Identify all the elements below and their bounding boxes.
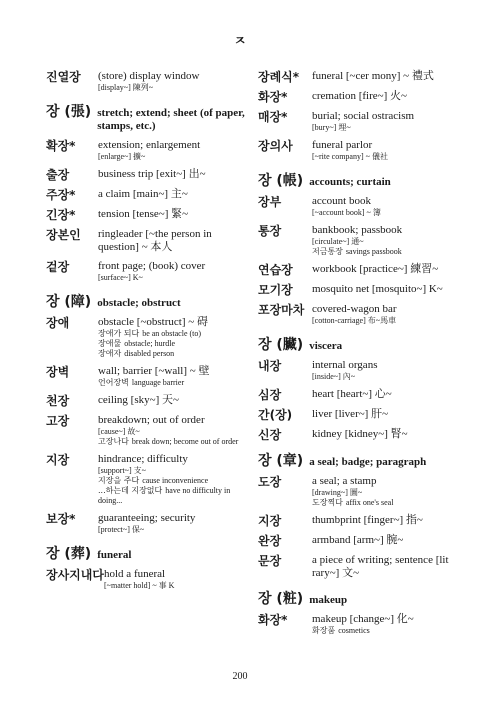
dictionary-entry	[258, 428, 458, 442]
entry-body	[312, 90, 458, 103]
entry-etymology: [bury~] 埋~	[312, 123, 351, 132]
entry-etymology: [inside~] 內~	[312, 372, 356, 381]
dictionary-entry	[258, 554, 458, 580]
dictionary-entry	[46, 568, 246, 591]
entry-headword: 장사지내다	[46, 568, 104, 582]
sub-entry	[98, 349, 246, 359]
entry-etymology: [cause~] 故~	[98, 427, 140, 436]
entry-headword: 진열장	[46, 70, 81, 84]
entry-body	[98, 414, 246, 447]
dictionary-entry	[258, 388, 458, 402]
entry-definition: cremation [fire~] 火~	[312, 90, 407, 102]
entry-body	[98, 512, 246, 535]
group-header	[46, 547, 246, 562]
sub-entry	[98, 378, 246, 388]
dictionary-entry	[258, 224, 458, 257]
entry-body	[98, 260, 246, 283]
entry-body	[312, 408, 458, 421]
dictionary-entry	[46, 453, 246, 506]
group-header	[258, 174, 458, 189]
entry-body	[312, 110, 458, 133]
entry-headword: 문장	[258, 554, 282, 568]
group-headword: 장 (帳)	[258, 173, 304, 189]
sub-entry-gloss: cause inconvenience	[142, 476, 209, 485]
dictionary-entry	[258, 110, 458, 133]
sub-entry-korean: 고장나다	[98, 437, 129, 446]
dictionary-entry	[258, 475, 458, 508]
sub-entry-gloss: be an obstacle (to)	[142, 329, 202, 338]
entry-definition: internal organs	[312, 359, 378, 371]
entry-headword: 장의사	[258, 139, 293, 153]
group-gloss: funeral	[97, 549, 132, 561]
dictionary-entry	[258, 613, 458, 636]
entry-body	[312, 195, 458, 218]
entry-etymology: [drawing~] 圖~	[312, 488, 363, 497]
entry-headword: 매장*	[258, 110, 288, 124]
sub-entry	[98, 329, 246, 339]
entry-definition: extension; enlargement	[98, 139, 201, 151]
entry-body	[98, 394, 246, 407]
dictionary-entry	[258, 263, 458, 277]
group-gloss: obstacle; obstruct	[97, 297, 181, 309]
sub-entry-korean: 장애가 되다	[98, 329, 140, 338]
dictionary-entry	[258, 70, 458, 84]
dictionary-entry	[46, 316, 246, 359]
entry-body	[104, 568, 246, 591]
left-column	[46, 70, 246, 597]
entry-body	[312, 224, 458, 257]
entry-body	[98, 139, 246, 162]
entry-definition: breakdown; out of order	[98, 414, 205, 426]
entry-headword: 포장마차	[258, 303, 305, 317]
entry-body	[98, 208, 246, 221]
entry-body	[312, 554, 458, 580]
entry-etymology: [support~] 支~	[98, 466, 146, 475]
entry-definition: burial; social ostracism	[312, 110, 415, 122]
entry-etymology: [surface~] K~	[98, 273, 143, 282]
entry-headword: 화장*	[258, 613, 288, 627]
entry-etymology: [~account book] ~ 簿	[312, 208, 381, 217]
entry-headword: 장부	[258, 195, 282, 209]
dictionary-entry	[46, 512, 246, 535]
page-number: 200	[232, 671, 248, 682]
dictionary-entry	[46, 394, 246, 408]
entry-headword: 확장*	[46, 139, 76, 153]
section-letter: ㅈ	[233, 34, 247, 49]
sub-entry	[98, 486, 246, 506]
entry-body	[98, 453, 246, 506]
entry-body	[98, 188, 246, 201]
entry-headword: 고장	[46, 414, 70, 428]
entry-headword: 겉장	[46, 260, 70, 274]
entry-headword: 장벽	[46, 365, 70, 379]
entry-body	[312, 263, 458, 276]
entry-definition: a piece of writing; sentence [lit rary~] 文~	[312, 554, 449, 579]
entry-etymology: [~matter hold] ~ 事 K	[104, 581, 175, 590]
entry-definition: armband [arm~] 腕~	[312, 534, 404, 546]
sub-entry-gloss: savings passbook	[345, 247, 402, 256]
group-header	[258, 592, 458, 607]
sub-entry-gloss: cosmetics	[338, 626, 370, 635]
group-gloss: viscera	[309, 340, 343, 352]
entry-definition: funeral [~cer mony] ~ 禮式	[312, 70, 434, 82]
dictionary-entry	[46, 365, 246, 388]
entry-body	[312, 534, 458, 547]
sub-entry-korean: 화장품	[312, 626, 336, 635]
entry-headword: 내장	[258, 359, 282, 373]
entry-headword: 장본인	[46, 228, 81, 242]
dictionary-entry	[258, 139, 458, 162]
entry-definition: workbook [practice~] 練習~	[312, 263, 439, 275]
entry-body	[312, 70, 458, 83]
entry-headword: 모기장	[258, 283, 293, 297]
dictionary-entry	[258, 195, 458, 218]
dictionary-entry	[46, 70, 246, 93]
entry-body	[312, 514, 458, 527]
entry-headword: 보장*	[46, 512, 76, 526]
dictionary-entry	[258, 359, 458, 382]
entry-definition: (store) display window	[98, 70, 200, 82]
dictionary-entry	[258, 283, 458, 297]
entry-body	[98, 365, 246, 388]
group-header	[46, 105, 246, 133]
entry-definition: hindrance; difficulty	[98, 453, 188, 465]
dictionary-entry	[258, 90, 458, 104]
entry-headword: 간(장)	[258, 408, 293, 422]
dictionary-entry	[258, 303, 458, 326]
group-headword: 장 (障)	[46, 294, 92, 310]
group-header	[258, 338, 458, 353]
right-column	[258, 70, 458, 642]
entry-body	[312, 613, 458, 636]
sub-entry-korean: 도장찍다	[312, 498, 343, 507]
group-gloss: a seal; badge; paragraph	[309, 456, 427, 468]
dictionary-entry	[46, 168, 246, 182]
sub-entry-korean: 언어장벽	[98, 378, 129, 387]
group-headword: 장 (葬)	[46, 546, 92, 562]
entry-etymology: [protect~] 保~	[98, 525, 145, 534]
entry-headword: 장애	[46, 316, 70, 330]
entry-definition: mosquito net [mosquito~] K~	[312, 283, 443, 295]
group-headword: 장 (臟)	[258, 337, 304, 353]
dictionary-entry	[46, 228, 246, 254]
entry-definition: a claim [main~] 主~	[98, 188, 188, 200]
entry-body	[312, 359, 458, 382]
dictionary-entry	[258, 408, 458, 422]
entry-definition: a seal; a stamp	[312, 475, 377, 487]
entry-headword: 도장	[258, 475, 282, 489]
sub-entry	[98, 476, 246, 486]
dictionary-entry	[46, 188, 246, 202]
entry-body	[312, 139, 458, 162]
group-gloss: accounts; curtain	[309, 176, 391, 188]
entry-definition: covered-wagon bar	[312, 303, 397, 315]
entry-definition: hold a funeral	[104, 568, 166, 580]
entry-definition: ceiling [sky~] 天~	[98, 394, 179, 406]
sub-entry-gloss: obstacle; hurdle	[124, 339, 176, 348]
entry-definition: guaranteeing; security	[98, 512, 196, 524]
entry-headword: 장례식*	[258, 70, 300, 84]
group-headword: 장 (章)	[258, 453, 304, 469]
entry-headword: 천장	[46, 394, 70, 408]
entry-body	[98, 168, 246, 181]
entry-definition: thumbprint [finger~] 指~	[312, 514, 423, 526]
entry-definition: kidney [kidney~] 腎~	[312, 428, 408, 440]
entry-definition: account book	[312, 195, 371, 207]
sub-entry	[312, 247, 458, 257]
sub-entry	[312, 498, 458, 508]
entry-etymology: [cotton-carriage] 布~馬車	[312, 316, 397, 325]
entry-headword: 지장	[258, 514, 282, 528]
sub-entry	[98, 339, 246, 349]
entry-headword: 화장*	[258, 90, 288, 104]
sub-entry-gloss: disabled person	[124, 349, 175, 358]
group-gloss: stretch; extend; sheet (of paper, stamps, etc.)	[97, 107, 245, 132]
entry-definition: makeup [change~] 化~	[312, 613, 414, 625]
dictionary-entry	[46, 139, 246, 162]
entry-headword: 심장	[258, 388, 282, 402]
group-headword: 장 (粧)	[258, 591, 304, 607]
entry-definition: liver [liver~] 肝~	[312, 408, 389, 420]
entry-body	[312, 428, 458, 441]
entry-definition: business trip [exit~] 出~	[98, 168, 206, 180]
dictionary-entry	[46, 260, 246, 283]
entry-definition: funeral parlor	[312, 139, 373, 151]
sub-entry	[98, 437, 246, 447]
entry-etymology: [circulate~] 通~	[312, 237, 364, 246]
group-header	[46, 295, 246, 310]
entry-definition: ringleader [~the person in question] ~ 本人	[98, 228, 212, 253]
group-headword: 장 (張)	[46, 104, 92, 120]
entry-body	[312, 303, 458, 326]
entry-definition: tension [tense~] 緊~	[98, 208, 189, 220]
sub-entry-korean: 장애물	[98, 339, 122, 348]
sub-entry-gloss: have no difficulty in doing...	[98, 486, 231, 505]
sub-entry-korean: 저금통장	[312, 247, 343, 256]
entry-body	[98, 70, 246, 93]
entry-headword: 지장	[46, 453, 70, 467]
dictionary-entry	[258, 534, 458, 548]
group-gloss: makeup	[309, 594, 348, 606]
entry-body	[98, 316, 246, 359]
sub-entry-gloss: affix one's seal	[345, 498, 394, 507]
entry-body	[312, 475, 458, 508]
entry-headword: 긴장*	[46, 208, 76, 222]
entry-definition: heart [heart~] 心~	[312, 388, 392, 400]
dictionary-entry	[46, 414, 246, 447]
entry-etymology: [~rite company] ~ 儀社	[312, 152, 388, 161]
sub-entry-gloss: language barrier	[131, 378, 185, 387]
entry-headword: 완장	[258, 534, 282, 548]
entry-headword: 주장*	[46, 188, 76, 202]
dictionary-entry	[46, 208, 246, 222]
entry-etymology: [enlarge~] 擴~	[98, 152, 146, 161]
sub-entry-korean: 지장을 주다	[98, 476, 140, 485]
group-header	[258, 454, 458, 469]
sub-entry	[312, 626, 458, 636]
sub-entry-korean: 장애자	[98, 349, 122, 358]
dictionary-entry	[258, 514, 458, 528]
entry-headword: 출장	[46, 168, 70, 182]
entry-body	[98, 228, 246, 254]
sub-entry-korean: ...하는데 지장없다	[98, 486, 163, 495]
entry-etymology: [display~] 陳列~	[98, 83, 154, 92]
entry-headword: 신장	[258, 428, 282, 442]
entry-headword: 통장	[258, 224, 282, 238]
entry-headword: 연습장	[258, 263, 293, 277]
sub-entry-gloss: break down; become out of order	[131, 437, 239, 446]
entry-definition: bankbook; passbook	[312, 224, 403, 236]
entry-definition: obstacle [~obstruct] ~ 碍	[98, 316, 208, 328]
entry-body	[312, 388, 458, 401]
entry-body	[312, 283, 458, 296]
entry-definition: wall; barrier [~wall] ~ 壁	[98, 365, 210, 377]
entry-definition: front page; (book) cover	[98, 260, 206, 272]
